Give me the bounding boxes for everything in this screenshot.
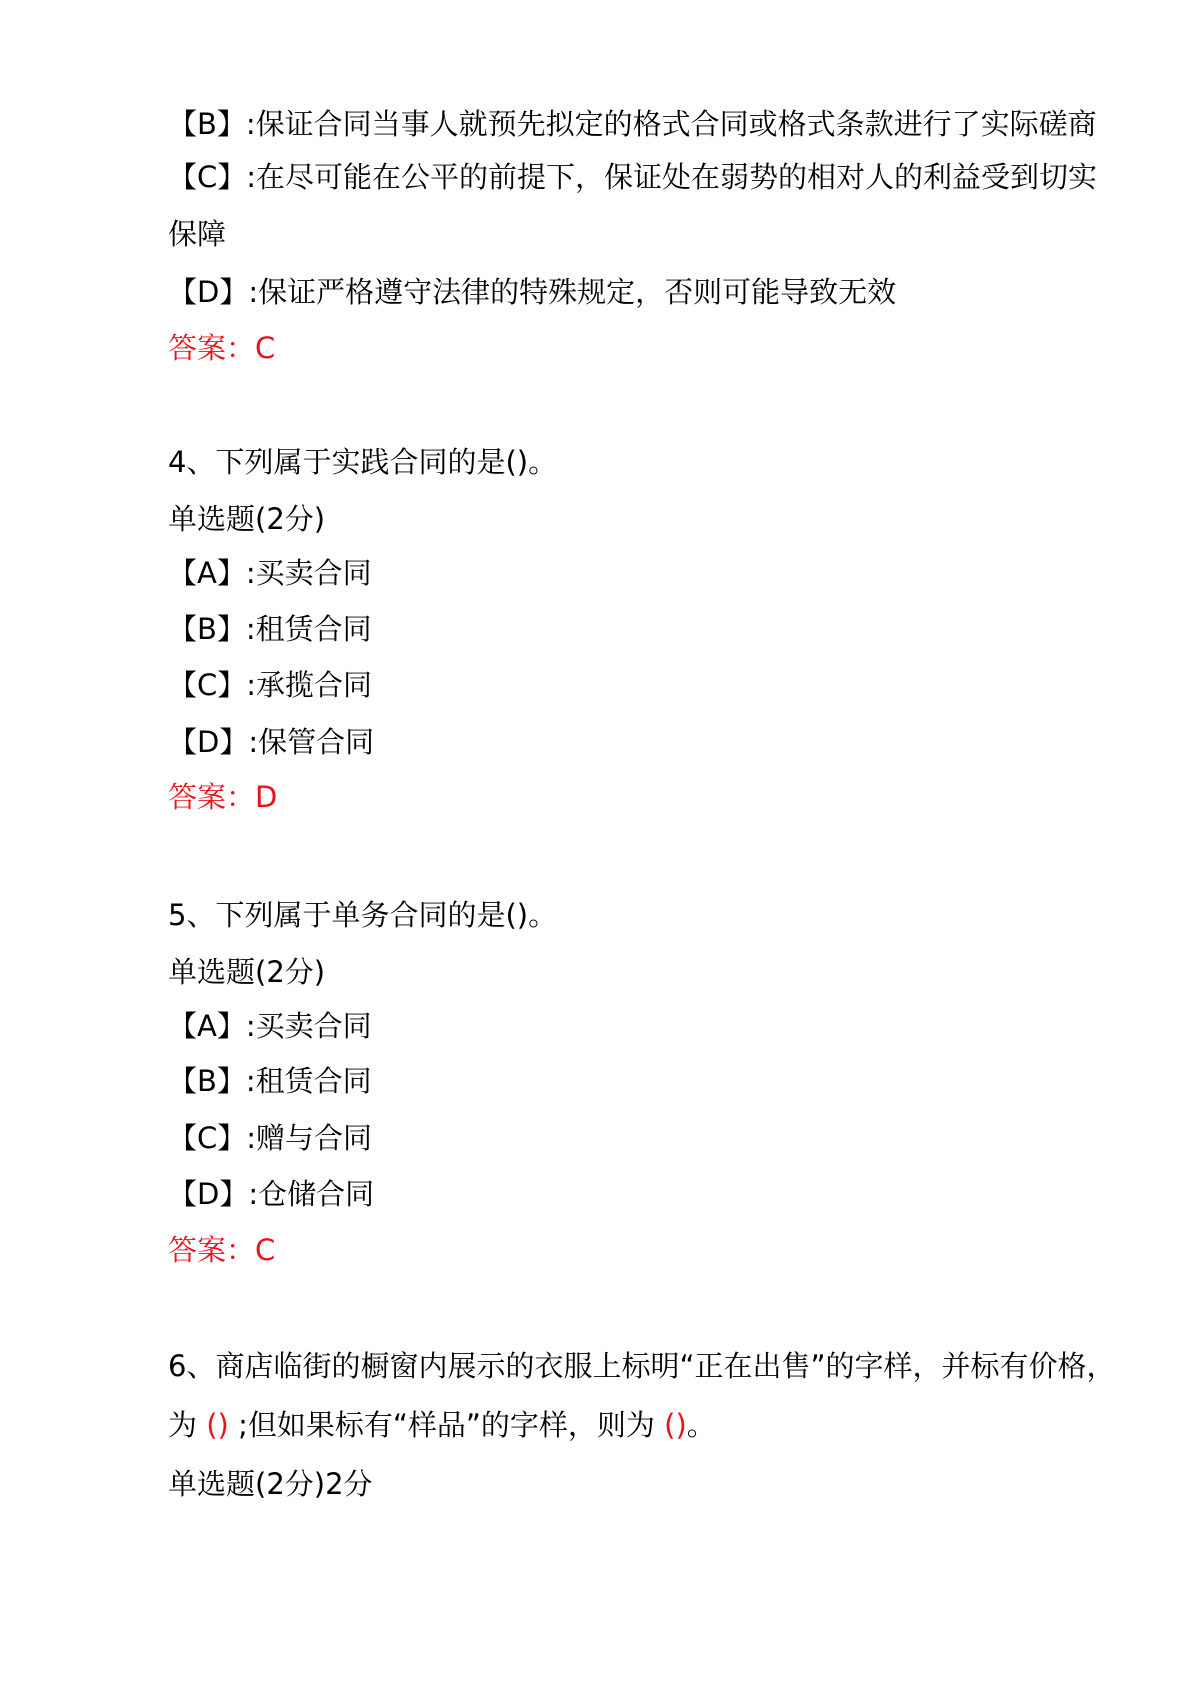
q6-blank-2: () [664,1408,687,1442]
q6-text-part3: 。 [686,1408,716,1442]
q6-question-text-continued [168,1405,716,1445]
q5-option-b: 【B】:租赁合同 [168,1064,372,1098]
q6-question-text: 6、商店临街的橱窗内展示的衣服上标明“正在出售”的字样，并标有价格， [168,1349,1116,1383]
q5-question-text: 5、下列属于单务合同的是()。 [168,898,558,932]
q4-option-b: 【B】:租赁合同 [168,612,372,646]
q6-text-part2: ;但如果标有“样品”的字样，则为 [228,1408,665,1442]
q5-answer: 答案：C [168,1233,276,1267]
q3-option-b: 【B】:保证合同当事人就预先拟定的格式合同或格式条款进行了实际磋商 [168,107,1097,141]
q5-option-a: 【A】:买卖合同 [168,1009,372,1043]
q6-question-type: 单选题(2分)2分 [168,1467,373,1501]
q4-option-c: 【C】:承揽合同 [168,668,373,702]
q4-option-a: 【A】:买卖合同 [168,556,372,590]
q6-blank-1: () [206,1408,229,1442]
q5-question-type: 单选题(2分) [168,955,326,989]
q4-question-type: 单选题(2分) [168,502,326,536]
q3-option-d: 【D】:保证严格遵守法律的特殊规定，否则可能导致无效 [168,275,897,309]
q3-option-c-continued: 保障 [168,217,227,251]
q5-option-c: 【C】:赠与合同 [168,1121,373,1155]
q3-answer: 答案：C [168,331,276,365]
q3-option-c: 【C】:在尽可能在公平的前提下，保证处在弱势的相对人的利益受到切实 [168,160,1098,194]
q6-text-part1: 为 [168,1408,207,1442]
q4-question-text: 4、下列属于实践合同的是()。 [168,445,558,479]
q5-option-d: 【D】:仓储合同 [168,1177,375,1211]
q4-option-d: 【D】:保管合同 [168,725,375,759]
q4-answer: 答案：D [168,780,278,814]
